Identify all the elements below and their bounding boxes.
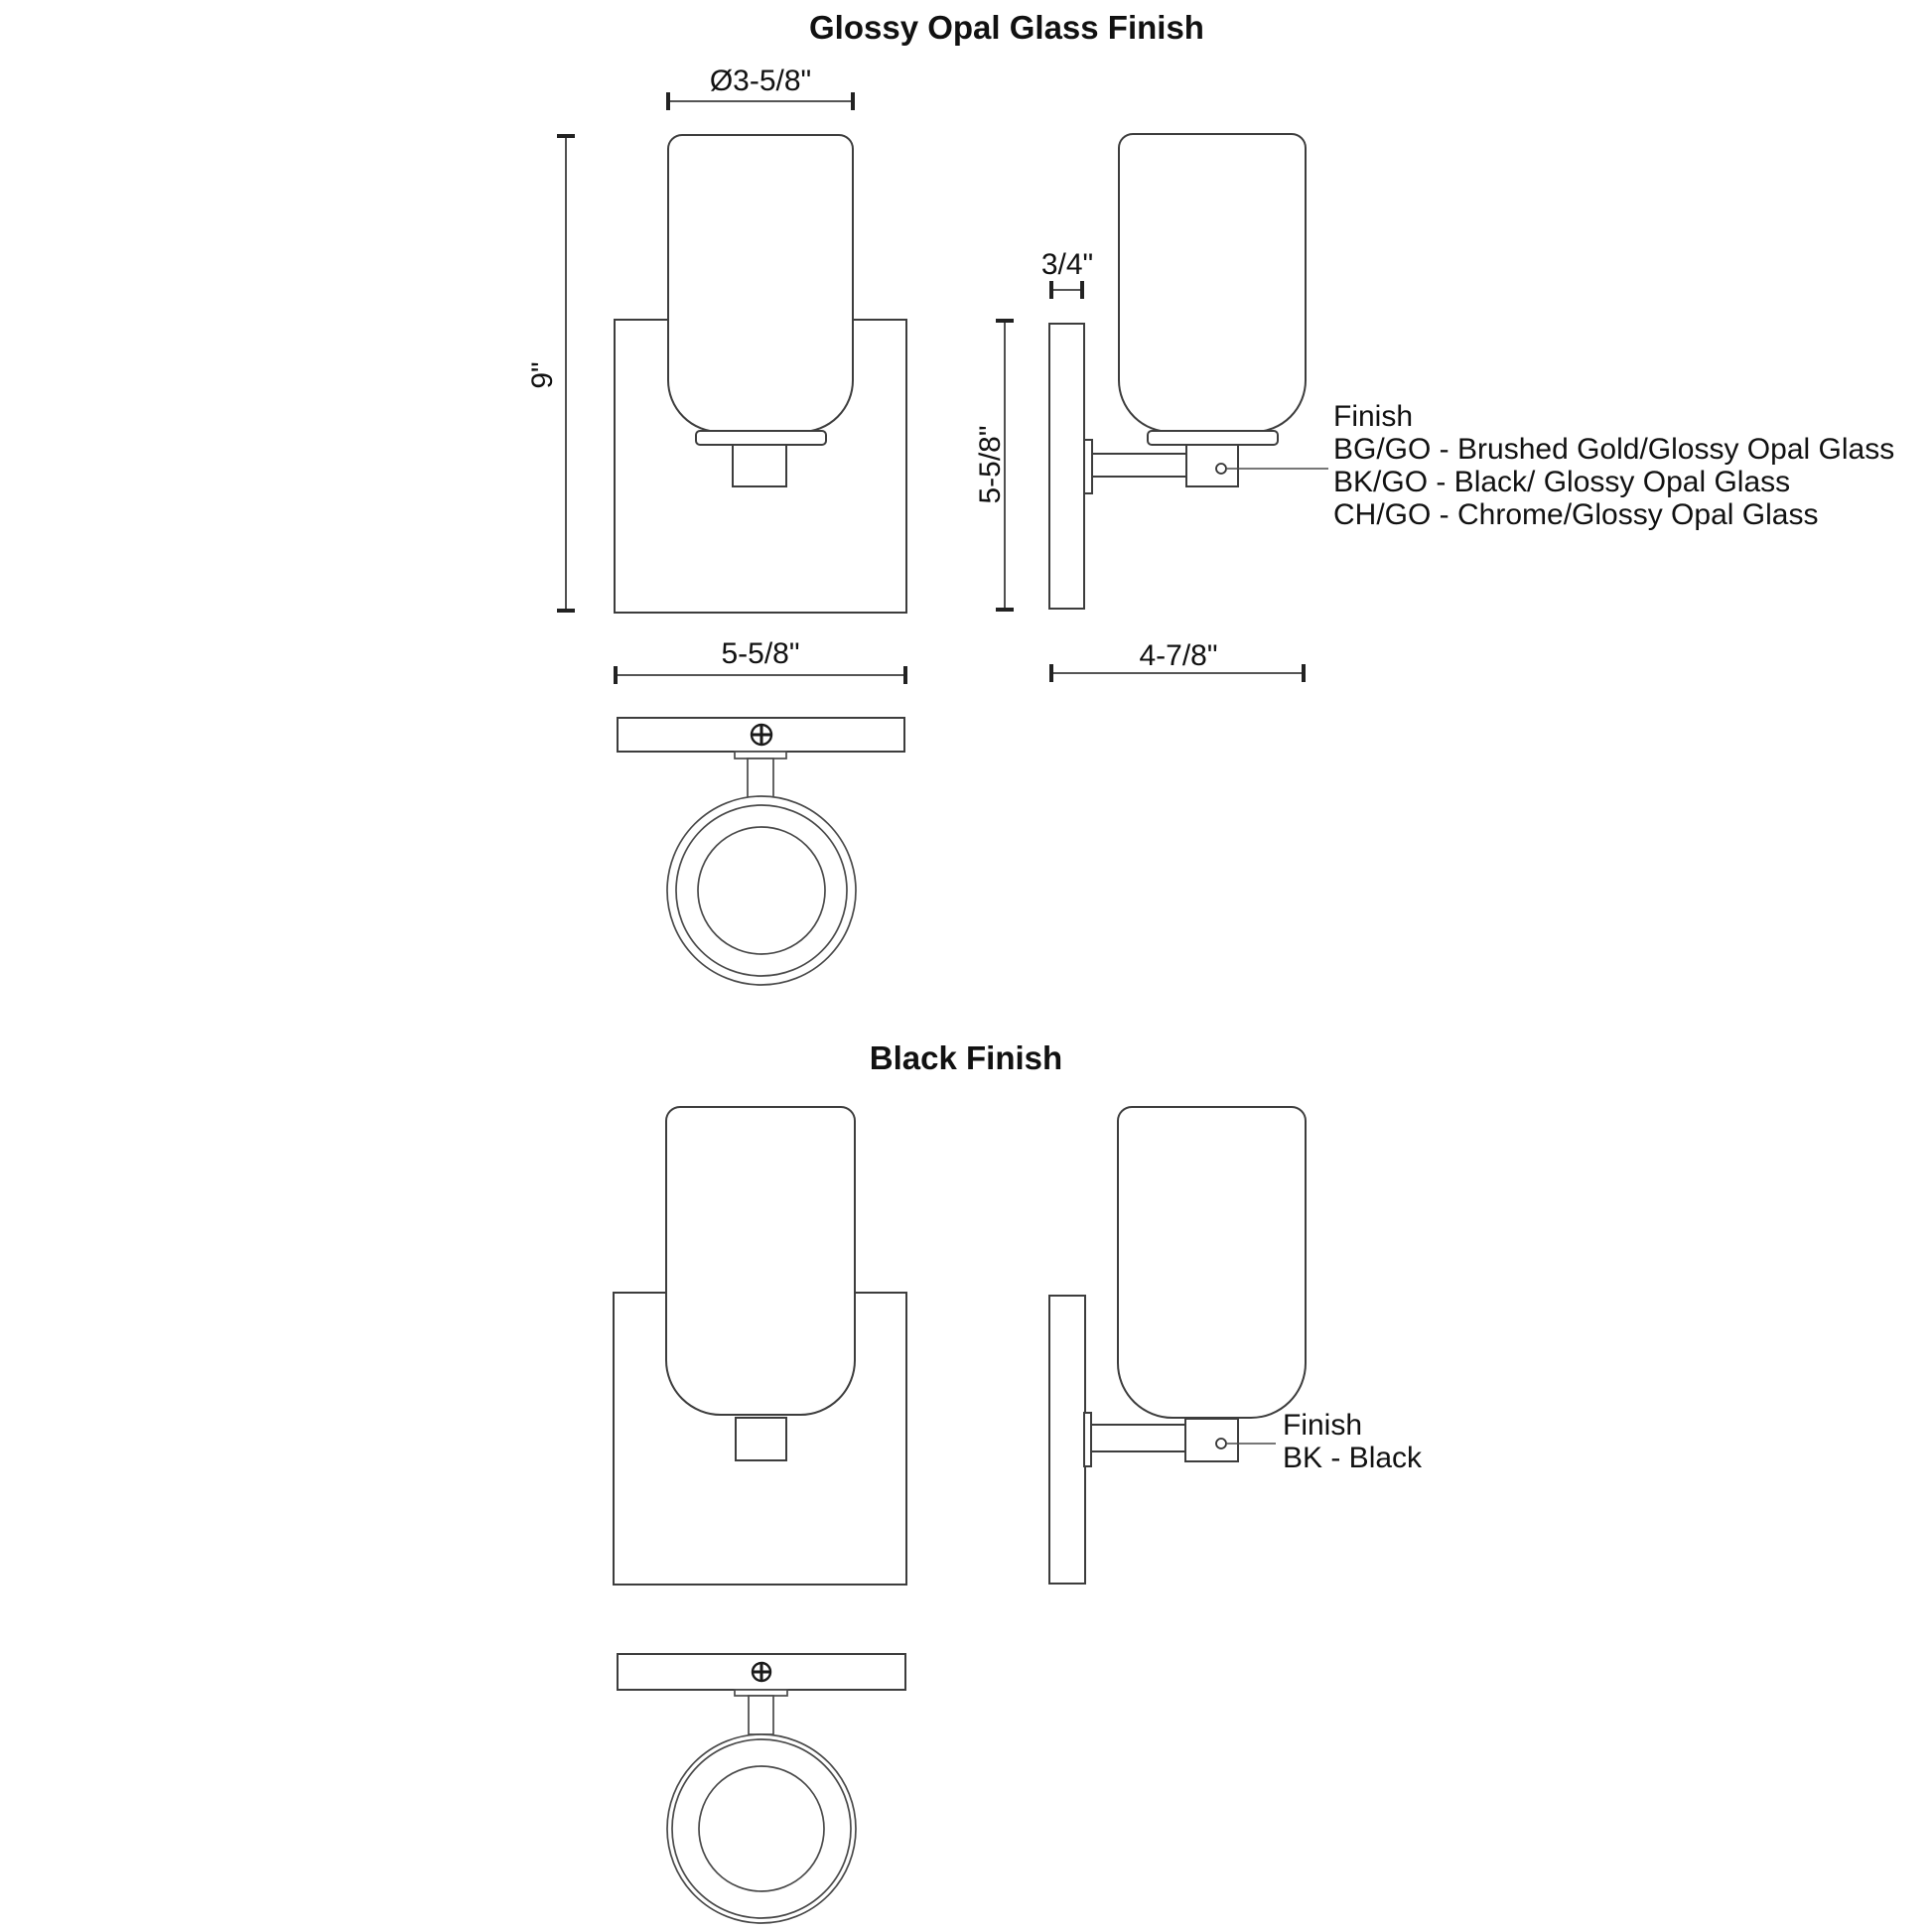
socket-side [1185, 1419, 1238, 1461]
glass-shade-side [1119, 134, 1306, 432]
arm-flange-side [1084, 1413, 1091, 1466]
arm-flange-side [1084, 440, 1092, 493]
glass-shade-front [666, 1107, 855, 1415]
backplate-side [1049, 324, 1084, 609]
finish-option: BK/GO - Black/ Glossy Opal Glass [1333, 466, 1791, 498]
dim-label-diameter: Ø3-5/8" [709, 65, 812, 97]
section-title-black: Black Finish [869, 1039, 1063, 1076]
arm-stem-plan [749, 1696, 773, 1734]
black-side-view [1049, 1107, 1306, 1584]
finish-option: CH/GO - Chrome/Glossy Opal Glass [1333, 498, 1819, 531]
dim-label-overall-height: 9" [526, 361, 559, 389]
glass-holder-ring-side [1148, 431, 1278, 445]
black-front-view [614, 1107, 906, 1585]
mounting-arm-side [1092, 454, 1186, 477]
arm-neck-plan [735, 1690, 787, 1696]
finish-legend-glossy [1333, 400, 1894, 531]
set-screw-hole [1216, 1439, 1226, 1449]
finish-option: BK - Black [1283, 1442, 1423, 1474]
socket-front [733, 445, 786, 486]
dim-label-backplate-width: 5-5/8" [721, 637, 800, 670]
dim-label-projection: 4-7/8" [1139, 639, 1218, 672]
finish-legend-heading: Finish [1283, 1409, 1363, 1442]
socket-side [1186, 445, 1238, 486]
dim-label-backplate-height: 5-5/8" [974, 425, 1007, 504]
finish-legend-heading: Finish [1333, 400, 1414, 433]
glass-inner-circle-plan [698, 827, 825, 954]
glass-shade-front [668, 135, 853, 432]
glass-holder-ring-front [696, 431, 826, 445]
glossy-front-view [615, 135, 906, 613]
glossy-plan-view [618, 718, 904, 985]
section-title-glossy: Glossy Opal Glass Finish [809, 9, 1204, 46]
glass-shade-side [1118, 1107, 1306, 1418]
dim-label-backplate-depth: 3/4" [1040, 248, 1094, 281]
socket-front [736, 1418, 786, 1460]
backplate-side [1049, 1296, 1085, 1584]
arm-stem-plan [748, 759, 773, 797]
black-plan-view [618, 1654, 905, 1923]
glass-inner-circle-plan [699, 1766, 824, 1891]
glossy-side-view [1049, 134, 1328, 609]
finish-option: BG/GO - Brushed Gold/Glossy Opal Glass [1333, 433, 1895, 466]
finish-legend-black [1283, 1409, 1422, 1474]
arm-neck-plan [735, 752, 786, 759]
set-screw-hole [1216, 464, 1226, 474]
mounting-arm-side [1091, 1425, 1185, 1451]
